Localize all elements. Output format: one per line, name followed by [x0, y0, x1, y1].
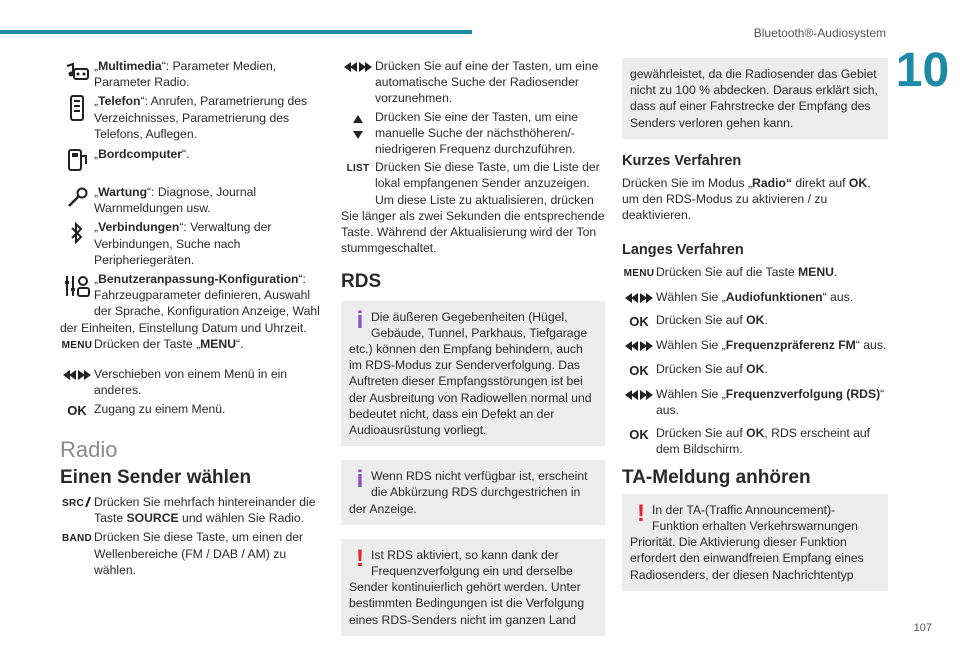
radio-heading: Radio: [60, 436, 118, 462]
ta-heading: TA-Meldung anhören: [622, 466, 811, 488]
warning-note-rds: ! Ist RDS aktiviert, so kann dank der Frequenzverfolgung ein und derselbe Sender kontinuierlich gehört werden. Unter bestimmten Bedingungen ist die Verfolgung eines RDS-Senders nicht im ganzen Land: [341, 539, 605, 636]
menu-key[interactable]: MENU: [623, 267, 655, 279]
source-key[interactable]: SRC: [60, 494, 94, 526]
ok-key[interactable]: OK: [629, 362, 649, 378]
column-1: [60, 58, 322, 578]
ok-key[interactable]: OK: [629, 427, 649, 443]
up-down-arrows-icon[interactable]: [341, 109, 375, 145]
info-icon: i: [356, 306, 364, 334]
warning-note-ta: ! In der TA-(Traffic Announcement)-Funktion erhalten Verkehrswarnungen Priorität. Die Aktivierung dieser Funktion erfordert den einwandfreien Empfang eines Radiosenders, der diesen Nachrichtentyp: [622, 494, 888, 591]
chapter-number: 10: [895, 44, 950, 97]
left-right-arrows-icon[interactable]: [622, 386, 656, 418]
step-row: OK Drücken Sie auf OK.: [622, 312, 888, 330]
column-3: [622, 58, 888, 605]
left-right-arrows-icon[interactable]: [60, 366, 94, 398]
kurz-heading: Kurzes Verfahren: [622, 152, 742, 169]
sender-heading: Einen Sender wählen: [60, 466, 252, 488]
menu-verbindungen: „Verbindungen“: Verwaltung der Verbindungen, Suche nach Peripheriegeräten.: [60, 219, 322, 268]
src-row: SRC Drücken Sie mehrfach hintereinander die Taste SOURCE und wählen Sie Radio.: [61, 495, 316, 526]
lang-heading: Langes Verfahren: [622, 241, 744, 258]
page-number: 107: [913, 622, 932, 634]
warning-note-continued: gewährleistet, da die Radiosender das Gebiet nicht zu 100 % abdecken. Daraus erklärt sich, dass auf einer Fahrstrecke der Empfang des Senders verloren gehen kann.: [622, 58, 888, 139]
info-note-reception: i Die äußeren Gegebenheiten (Hügel, Gebäude, Tunnel, Parkhaus, Tiefgarage etc.) können den Empfang behindern, auch im RDS-Modus zur Senderverfolgung. Das Auftreten dieser Empfangsstörungen ist bei der Ausbreitung von Radiowellen normal und bedeutet nicht, dass ein Defekt an der Audioausrüstung vorliegt.: [341, 301, 605, 447]
wrench-icon: [60, 184, 94, 216]
menu-button-row: MENU Drücken der Taste „MENU“.: [60, 336, 322, 354]
multimedia-icon: [60, 58, 94, 90]
info-note-rds-unavailable: i Wenn RDS nicht verfügbar ist, erscheint die Abkürzung RDS durchgestrichen in der Anzeige.: [341, 460, 605, 525]
source-slash-icon: [84, 496, 92, 508]
ok-key[interactable]: OK: [629, 314, 649, 330]
warning-icon: !: [356, 544, 364, 572]
arrows-row: Verschieben von einem Menü in ein anderes.: [60, 366, 322, 398]
band-key[interactable]: BAND: [61, 533, 93, 545]
menu-benutzeranpassung: „Benutzeranpassung-Konfiguration“: Fahrzeugparameter definieren, Auswahl der Sprache, Konfiguration Anzeige, Wahl der Einheiten, Einstellung Datum und Uhrzeit.: [60, 272, 320, 335]
menu-wartung: „Wartung“: Diagnose, Journal Warnmeldungen usw.: [60, 184, 322, 216]
ok-key[interactable]: OK: [67, 403, 87, 419]
menu-multimedia: „Multimedia“: Parameter Medien, Parameter Radio.: [60, 58, 322, 90]
step-row: Wählen Sie „Frequenzpräferenz FM“ aus.: [622, 337, 888, 353]
ok-row: OK Zugang zu einem Menü.: [60, 401, 322, 419]
trip-computer-icon: [60, 146, 94, 172]
step-row: Wählen Sie „Frequenzverfolgung (RDS)“ aus.: [622, 386, 888, 418]
rds-heading: RDS: [341, 271, 382, 293]
left-right-arrows-icon[interactable]: [622, 337, 656, 353]
bluetooth-icon: [60, 219, 94, 253]
step-row: OK Drücken Sie auf OK.: [622, 361, 888, 379]
list-key[interactable]: LIST: [346, 163, 370, 175]
column-2: [341, 58, 605, 650]
left-right-arrows-icon[interactable]: [622, 289, 656, 305]
list-row: LIST Drücken Sie diese Taste, um die Liste der lokal empfangenen Sender anzuzeigen. Um diese Liste zu aktualisieren, drücken Sie länger als zwei Sekunden die entsprechende Taste. Während der Aktualisierung wird der Ton stummgeschaltet.: [341, 160, 605, 256]
settings-icon: [60, 271, 94, 305]
lang-steps: [622, 264, 888, 458]
step-row: OK Drücken Sie auf OK, RDS erscheint auf dem Bildschirm.: [622, 425, 888, 457]
warning-icon: !: [637, 499, 645, 527]
multimedia-label: Multimedia: [98, 59, 162, 73]
step-row: MENU Drücken Sie auf die Taste MENU.: [622, 264, 888, 282]
manual-search-row: Drücken Sie eine der Tasten, um eine manuelle Suche der nächsthöheren/-niedrigeren Frequenz durchzuführen.: [341, 109, 605, 158]
band-row: BAND Drücken Sie diese Taste, um einen der Wellenbereiche (FM / DAB / AM) zu wählen.: [61, 530, 304, 577]
phone-icon: [60, 93, 94, 127]
step-row: Wählen Sie „Audiofunktionen“ aus.: [622, 289, 888, 305]
auto-search-row: Drücken Sie auf eine der Tasten, um eine automatische Suche der Radiosender vorzunehmen.: [341, 58, 605, 107]
header-title: Bluetooth®-Audiosystem: [753, 26, 886, 40]
header-accent-bar: [0, 30, 472, 34]
menu-bordcomputer: „Bordcomputer“.: [60, 146, 322, 172]
seek-arrows-icon[interactable]: [341, 58, 375, 92]
menu-key[interactable]: MENU: [61, 339, 93, 351]
info-icon: i: [356, 466, 364, 494]
menu-telefon: „Telefon“: Anrufen, Parametrierung des Verzeichnisses, Parametrierung des Telefons, Auflegen.: [60, 93, 322, 142]
kurz-text: Drücken Sie im Modus „Radio“ direkt auf OK, um den RDS-Modus zu aktivieren / zu deaktivieren.: [622, 176, 871, 223]
